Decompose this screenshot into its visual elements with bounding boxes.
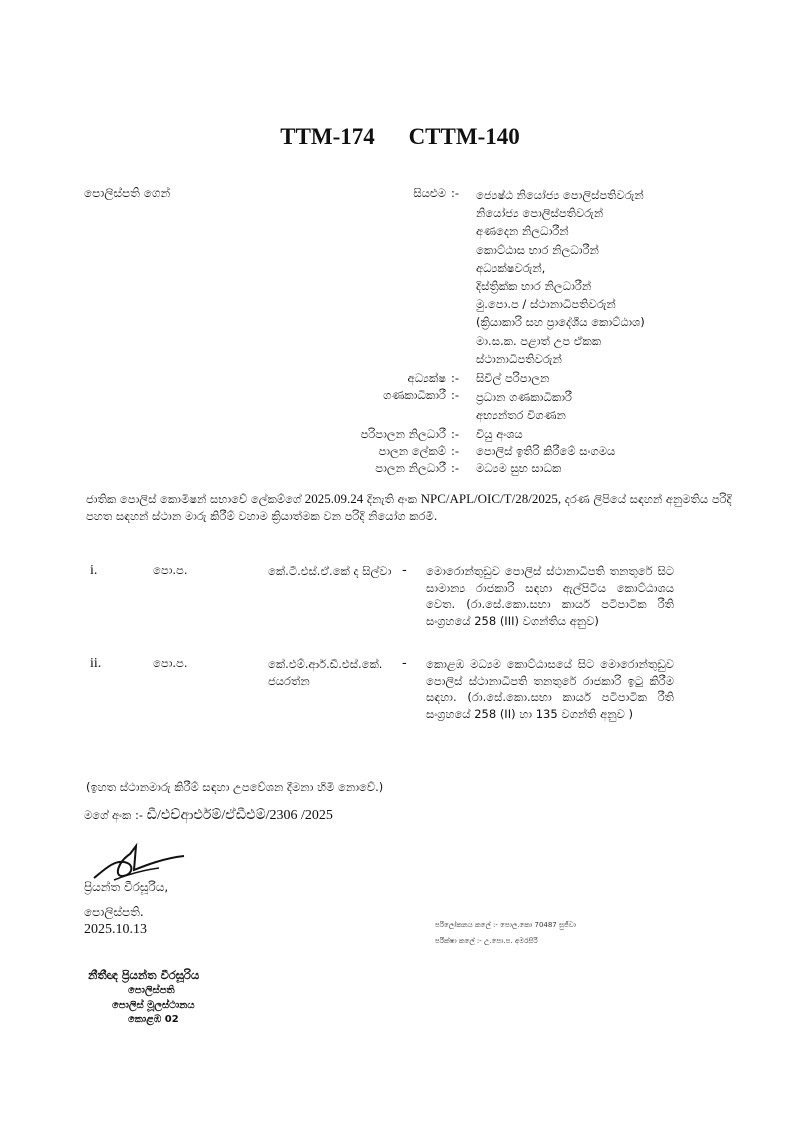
transfer-number: ii. xyxy=(90,656,102,671)
recipient-line: සිවිල් පරිපාලන xyxy=(476,371,550,385)
recipient-sep: :- xyxy=(451,186,460,200)
intro-text: දරණ ලිපියේ සඳහන් අනුමතිය පරිදි පහත සඳහන් ස්ථාන මාරු කිරීම් වහාම ක්‍රියාත්මක වන පරිදි නියෝග කරමි. xyxy=(86,492,732,523)
recipient-line: පොලිස් ඉතිරි කිරීමේ සංගමය xyxy=(476,444,616,458)
recipient-sep: :- xyxy=(451,388,460,402)
allowance-note: (ඉහත ස්ථානමාරු කිරීම් සඳහා උපවේශන දීමනා හිමි නොවේ.) xyxy=(86,780,384,794)
transfer-description: කොළඹ මධ්‍යම කොට්ඨාසයේ සිට මොරොන්තුඩුව පොලිස් ස්ථානාධිපති තනතුරේ රාජකාරි ඉටු කිරීම සඳහා. (රා.සේ.කො.සභා කාර්ය පටිපාටික රීති සංග්‍රහයේ 258 (II) හා 135 වගන්ති අනුව ) xyxy=(426,657,674,721)
recipient-label: පාලන නිලධාරී xyxy=(375,461,446,475)
stamp-line: නීතීඥ ප්‍රියන්ත වීරසූරිය xyxy=(88,968,200,982)
recipient-line: අධ්‍යක්ෂවරුන්, xyxy=(476,260,546,275)
recipient-values xyxy=(476,388,572,424)
recipient-sep: :- xyxy=(451,461,460,475)
stamp-line: පොලිස්පති xyxy=(128,985,175,996)
recipient-label: ගණකාධිකාරී xyxy=(383,388,446,402)
recipient-values xyxy=(476,186,645,368)
recipient-line: ස්ථානාධිපතිවරුන් xyxy=(476,351,562,366)
signature-scribble xyxy=(84,840,194,885)
intro-date: 2025.09.24 xyxy=(304,491,364,506)
checked-by-line: පරීක්ෂා කලේ :- උ.පො.ප. අමරසිරි xyxy=(435,937,538,945)
recipient-line: අභ්‍යන්තර විගණන xyxy=(476,408,566,422)
transfer-officer-name: කේ.ටී.එස්.ඒ.කේ ද සිල්වා xyxy=(268,564,392,578)
recipient-line: දිස්ත්‍රික්ක භාර නිලධාරීන් xyxy=(476,279,592,294)
stamp-line: කොළඹ 02 xyxy=(128,1014,179,1025)
recipient-label: සියළුම xyxy=(413,186,446,200)
recipient-sep: :- xyxy=(451,427,460,441)
recipient-line: ප්‍රධාන ගණකාධිකාරී xyxy=(476,390,572,404)
intro-text: දිනැති අංක xyxy=(363,492,421,506)
our-reference-label: මගේ අංක :- xyxy=(84,808,144,822)
transfer-dash: - xyxy=(402,656,407,671)
intro-text: ජාතික පොලිස් කොමිෂන් සභාවේ ලේකම්ගේ xyxy=(86,492,305,506)
signature-date: 2025.10.13 xyxy=(84,922,147,937)
our-reference xyxy=(84,808,333,824)
our-reference-value: ඩී/එච්ආර්එම්/ඒඩීඑම්/2306 /2025 xyxy=(146,808,333,823)
transfer-rank: පො.ප. xyxy=(153,563,188,577)
transfer-description: මොරොන්තුඩුව පොලිස් ස්ථානාධිපති තනතුරේ සිට සාමාන්‍ය රාජකාරි සඳහා ඇල්පිටිය කොට්ඨාශය වෙත. (රා.සේ.කො.සභා කාර්ය පටිපාටික රීති සංග්‍රහයේ 258 (III) වගන්තිය අනුව) xyxy=(426,564,674,628)
intro-paragraph xyxy=(86,490,746,525)
recipient-line: අණදෙන නිලධාරීන් xyxy=(476,224,569,239)
recipient-line: ජ්‍යෙෂ්ඨ නියෝජ්‍ය පොලිස්පතිවරුන් xyxy=(476,188,644,202)
recipient-line: මු.පො.ප / ස්ථානාධිපතිවරුන් xyxy=(476,297,616,312)
title-cttm: CTTM-140 xyxy=(408,124,520,149)
document-title xyxy=(0,124,800,150)
recipient-sep: :- xyxy=(451,444,460,458)
recipient-label: පාලන ලේකම් xyxy=(378,444,446,458)
recipient-line: මා.ස.ක. පළාත් උප ඒකක xyxy=(476,333,602,348)
recipient-line: වියු අංශය xyxy=(476,427,523,441)
transfer-dash: - xyxy=(402,563,407,578)
transfer-officer-name: කේ.එම්.ආර්.ඩී.එස්.කේ. ජයරත්න xyxy=(268,657,383,688)
recipient-sep: :- xyxy=(451,371,460,385)
stamp-line: පොලිස් මූලස්ථානය xyxy=(112,1000,195,1011)
signatory-post: පොලිස්පති. xyxy=(84,905,144,919)
transfer-number: i. xyxy=(90,563,98,578)
transfer-rank: පො.ප. xyxy=(153,656,188,670)
title-ttm: TTM-174 xyxy=(280,124,375,149)
from-label: පොලිස්පති ගෙන් xyxy=(84,186,171,200)
recipient-line: (ක්‍රියාකාරි සහ ප්‍රාදේශීය කොට්ඨාශ) xyxy=(476,315,645,330)
recipient-label: අධ්‍යක්ෂ xyxy=(407,371,446,385)
recipient-line: නියෝජ්‍ය පොලිස්පතිවරුන් xyxy=(476,206,604,221)
scanned-by-line: පරිලෝකනය කලේ :- පොල.කො 70487 සුජීවා xyxy=(435,921,577,929)
recipient-label: පරිපාලන නිලධාරී xyxy=(360,427,446,441)
signatory-name: ප්‍රියන්ත වීරසූරිය, xyxy=(84,880,169,894)
recipient-line: මධ්‍යම සුභ සාධක xyxy=(476,461,562,475)
recipient-line: කොට්ඨාස භාර නිලධාරීන් xyxy=(476,242,599,257)
intro-reference: NPC/APL/OIC/T/28/2025, xyxy=(420,491,562,506)
